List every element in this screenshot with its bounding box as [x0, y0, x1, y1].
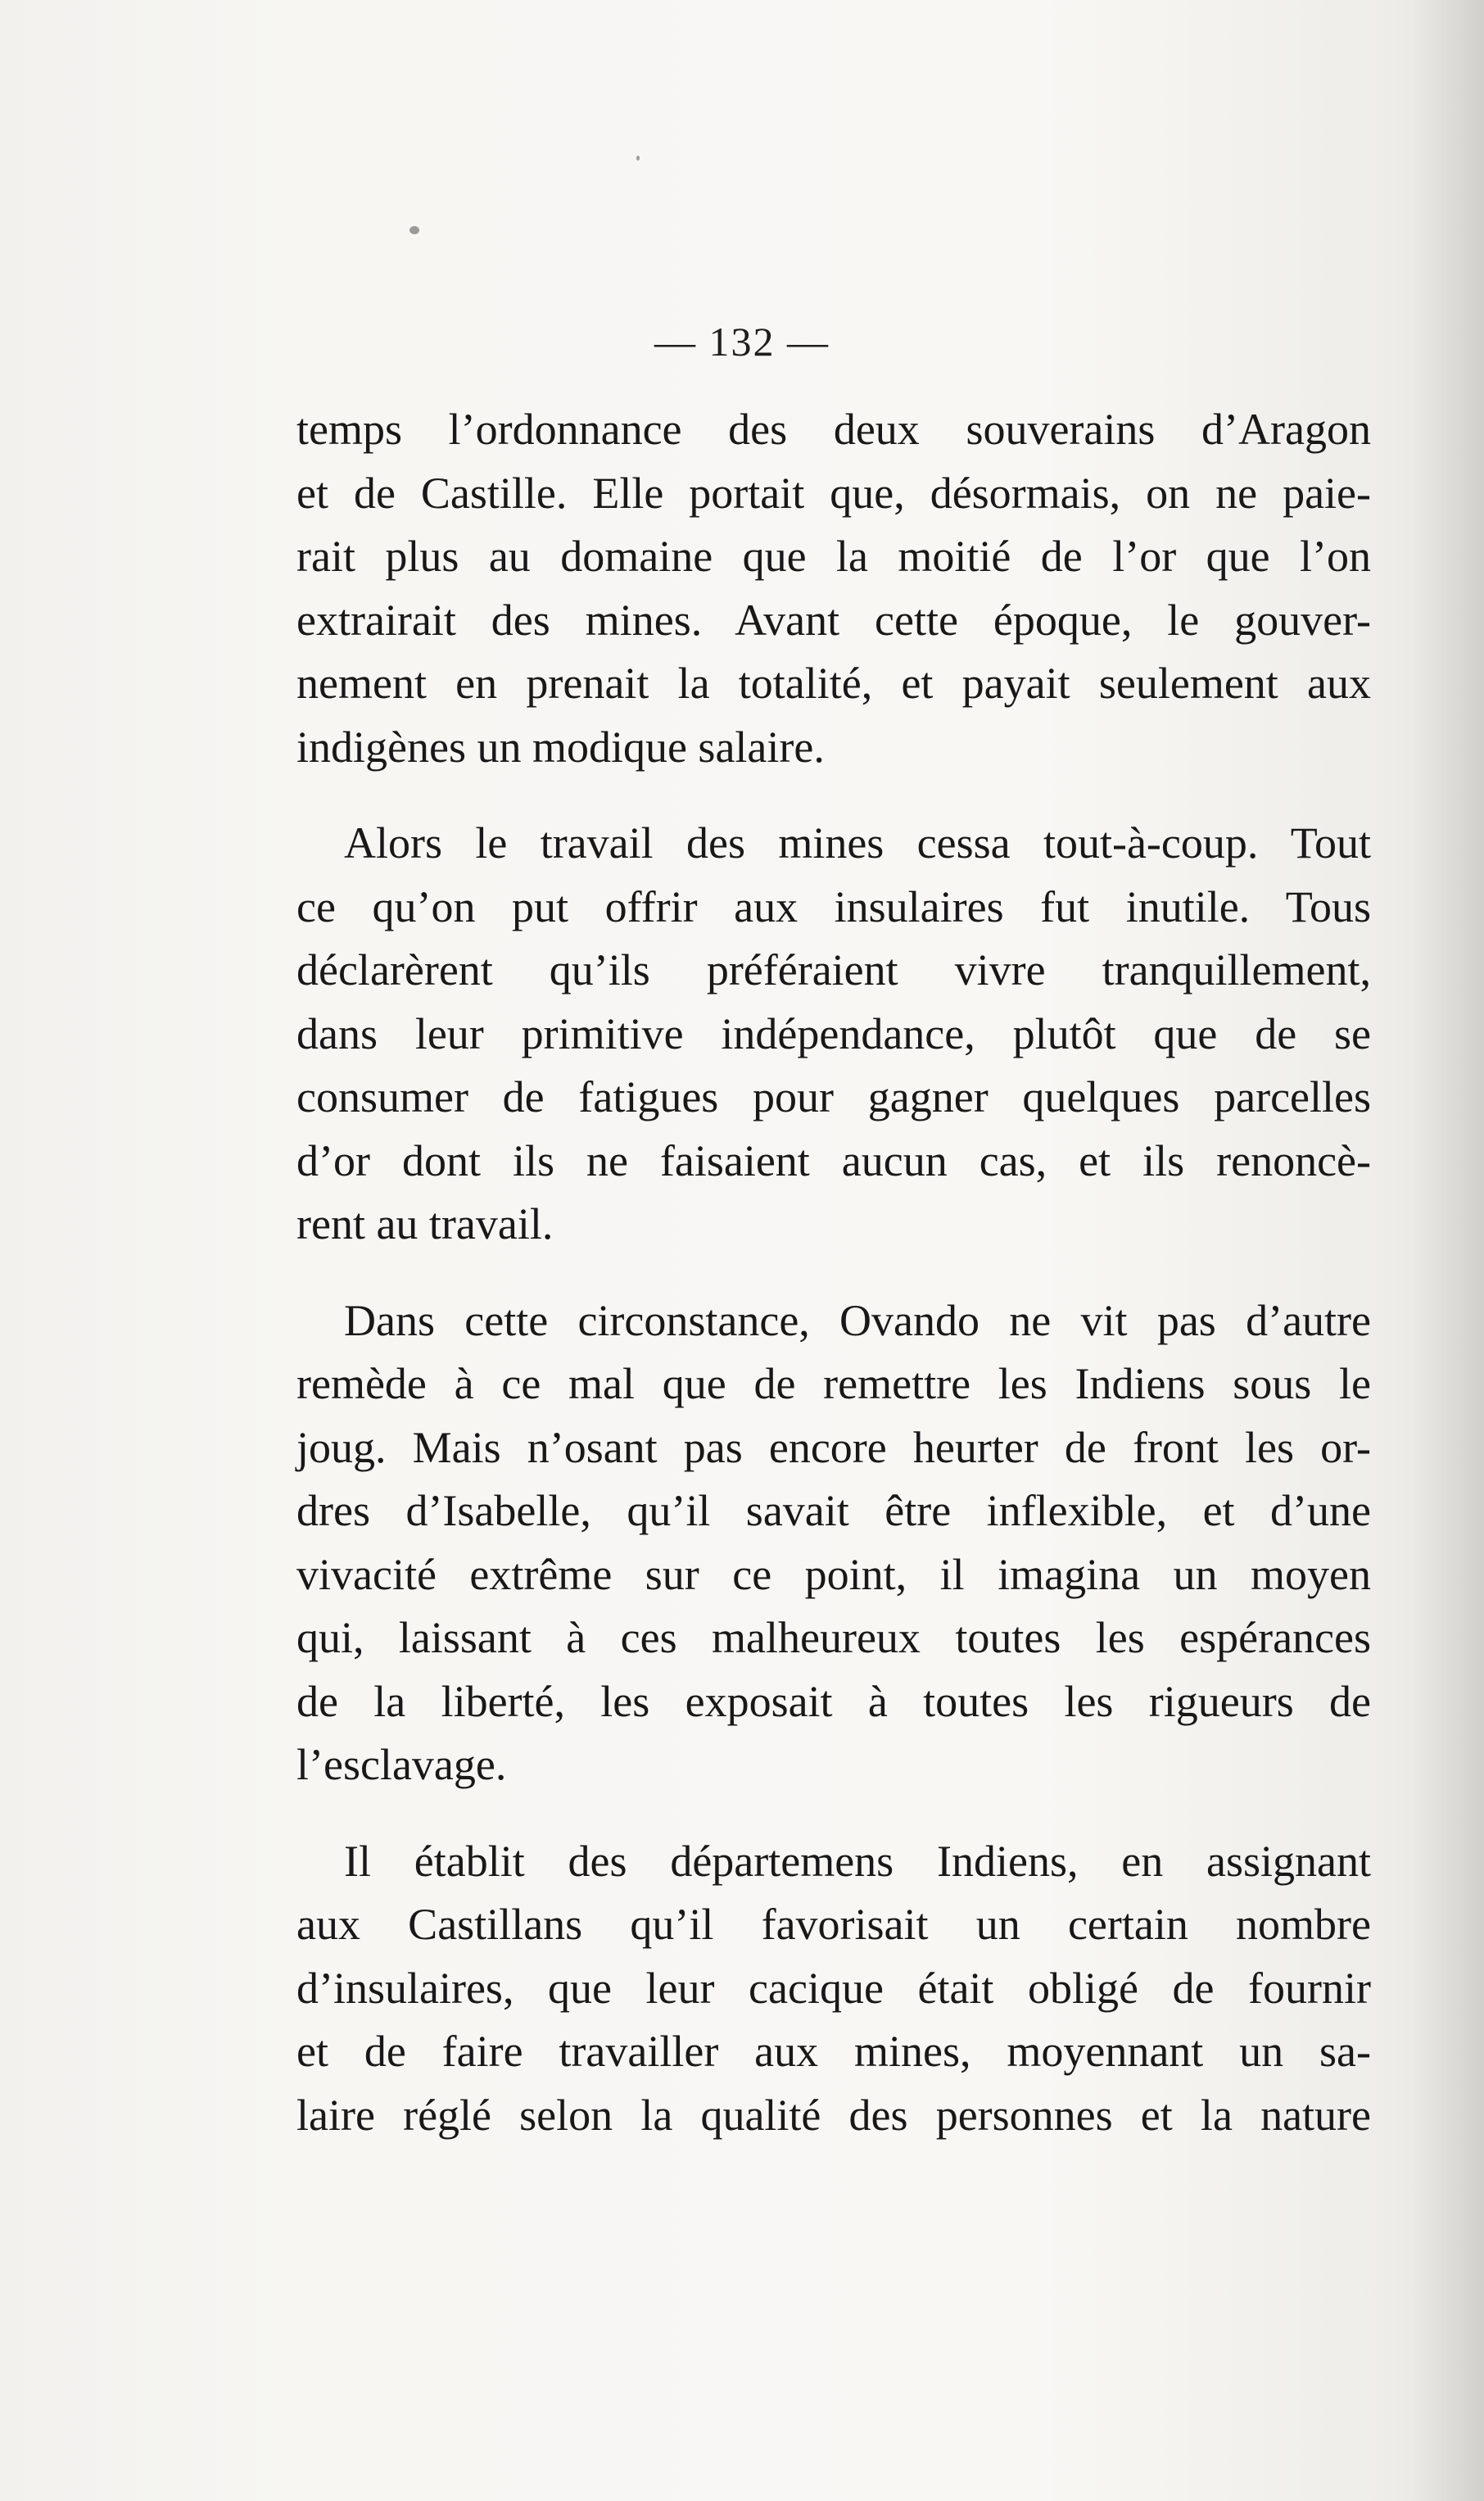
text-line: dres d’Isabelle, qu’il savait être inflexible, et d’une	[296, 1486, 1371, 1535]
text-line: déclarèrent qu’ils préféraient vivre tranquillement,	[296, 945, 1371, 995]
text-line: temps l’ordonnance des deux souverains d’Aragon	[296, 405, 1371, 454]
text-line: rait plus au domaine que la moitié de l’or que l’on	[296, 532, 1371, 581]
paragraph-gap	[296, 1257, 1371, 1289]
text-line: joug. Mais n’osant pas encore heurter de front les or-	[296, 1422, 1371, 1472]
body-text	[296, 398, 1371, 2147]
text-line: remède à ce mal que de remettre les Indiens sous le	[296, 1359, 1371, 1408]
paragraph-gap	[296, 1797, 1371, 1830]
text-line: Dans cette circonstance, Ovando ne vit pas d’autre	[344, 1295, 1371, 1345]
text-line: Alors le travail des mines cessa tout-à-coup. Tout	[344, 818, 1371, 868]
text-line: rent au travail.	[296, 1199, 554, 1248]
text-line: l’esclavage.	[296, 1740, 507, 1789]
text-line: et de faire travailler aux mines, moyennant un sa-	[296, 2027, 1371, 2076]
paragraph	[296, 1289, 1371, 1797]
text-line: d’or dont ils ne faisaient aucun cas, et ils renoncè-	[296, 1135, 1371, 1185]
text-line: nement en prenait la totalité, et payait seulement aux	[296, 659, 1371, 708]
page-number: — 132 —	[654, 319, 830, 365]
text-line: laire réglé selon la qualité des personnes et la nature	[296, 2090, 1371, 2140]
paper-speck	[636, 156, 640, 161]
paragraph	[296, 398, 1371, 779]
text-line: consumer de fatigues pour gagner quelques parcelles	[296, 1072, 1371, 1121]
text-line: de la liberté, les exposait à toutes les rigueurs de	[296, 1676, 1371, 1726]
text-line: dans leur primitive indépendance, plutôt que de se	[296, 1008, 1371, 1058]
text-line: d’insulaires, que leur cacique était obligé de fournir	[296, 1963, 1371, 2013]
paragraph	[296, 812, 1371, 1257]
text-line: Il établit des départemens Indiens, en assignant	[344, 1836, 1371, 1886]
text-line: extrairait des mines. Avant cette époque, le gouver-	[296, 595, 1371, 645]
page-edge-shadow	[1410, 0, 1484, 2501]
text-line: et de Castille. Elle portait que, désormais, on ne paie-	[296, 468, 1371, 518]
text-line: aux Castillans qu’il favorisait un certain nombre	[296, 1900, 1371, 1949]
paragraph	[296, 1830, 1371, 2148]
paragraph-gap	[296, 779, 1371, 812]
text-line: indigènes un modique salaire.	[296, 722, 825, 772]
paper-speck	[409, 226, 419, 234]
text-line: vivacité extrême sur ce point, il imagina un moyen	[296, 1549, 1371, 1599]
text-line: qui, laissant à ces malheureux toutes les espérances	[296, 1613, 1371, 1662]
text-line: ce qu’on put offrir aux insulaires fut inutile. Tous	[296, 881, 1371, 931]
